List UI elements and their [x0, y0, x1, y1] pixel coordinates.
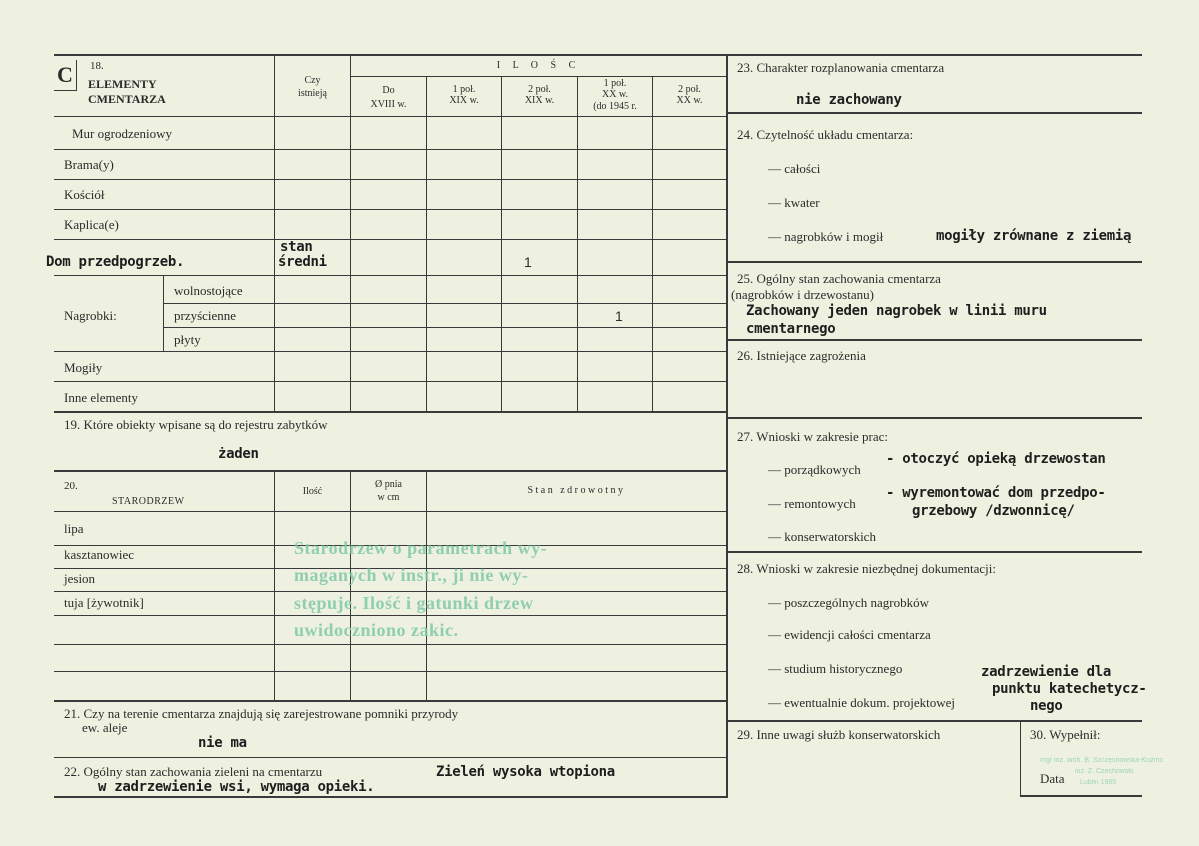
row-label: przyścienne [174, 308, 237, 323]
rule [501, 76, 502, 412]
section-28-item: — studium historycznego [768, 661, 903, 676]
section-25-label: (nagrobków i drzewostanu) [731, 287, 874, 302]
section-27-label: 27. Wnioski w zakresie prac: [737, 429, 889, 444]
section-number: 18. [90, 60, 104, 72]
rule [54, 757, 726, 758]
column-header: Do [382, 85, 395, 96]
section-22-label: 22. Ogólny stan zachowania zieleni na cmentarzu [64, 764, 323, 779]
section-27-answer: - otoczyć opieką drzewostan [886, 451, 1106, 467]
row-label: Nagrobki: [64, 308, 117, 323]
rule [350, 472, 351, 700]
rule [54, 209, 726, 210]
section-22-answer: Zieleń wysoka wtopiona [436, 764, 615, 780]
rule [652, 76, 653, 412]
row-label: płyty [174, 332, 201, 347]
column-header: XX w. [676, 95, 703, 106]
column-header: 2 poł. [678, 84, 701, 95]
ilosc-header: I L O Ś C [496, 60, 581, 71]
dom-value: 1 [524, 254, 532, 270]
rule [577, 76, 578, 412]
rule [163, 327, 726, 328]
tree-label: jesion [64, 571, 96, 586]
row-label: Mur ogrodzeniowy [72, 126, 173, 141]
column-header: XIX w. [449, 95, 479, 106]
starodrzew-stamp: maganych w instr., ji nie wy- [294, 565, 529, 585]
rule [54, 239, 726, 240]
rule [54, 671, 726, 672]
section-badge: C [54, 60, 77, 91]
rule [54, 381, 726, 382]
rule [54, 275, 726, 276]
section-19-answer: żaden [218, 446, 259, 462]
row-label: Inne elementy [64, 390, 138, 405]
section-27-item: — remontowych [768, 496, 856, 511]
rule [54, 511, 726, 512]
dom-stan: stan [280, 239, 313, 255]
rule [163, 276, 164, 351]
rule [54, 149, 726, 150]
row-label: Mogiły [64, 360, 103, 375]
section-27-item: — porządkowych [768, 462, 861, 477]
section-title: STARODRZEW [112, 496, 185, 507]
column-header: istnieją [298, 88, 327, 99]
section-24-item: — kwater [768, 195, 820, 210]
section-21-label: ew. aleje [82, 720, 128, 735]
rule [728, 261, 1142, 263]
section-28-label: 28. Wnioski w zakresie niezbędnej dokumentacji: [737, 561, 996, 576]
section-28-answer: punktu katechetycz- [992, 681, 1147, 697]
section-27-answer: - wyremontować dom przedpo- [886, 485, 1106, 501]
column-header: Ilość [302, 486, 323, 497]
column-header: Stan zdrowotny [527, 485, 626, 496]
starodrzew-stamp: Starodrzew o parametrach wy- [294, 538, 548, 558]
section-27-answer: grzebowy /dzwonnicę/ [912, 503, 1075, 519]
section-28-item: — ewidencji całości cmentarza [768, 627, 931, 642]
tree-label: lipa [64, 521, 84, 536]
rule [1020, 722, 1021, 796]
row-label: Kościół [64, 187, 105, 202]
section-29-label: 29. Inne uwagi służb konserwatorskich [737, 727, 941, 742]
section-21-label: 21. Czy na terenie cmentarza znajdują się zarejestrowane pomniki przyrody [64, 706, 459, 721]
rule [54, 411, 726, 413]
column-header: Ø pnia [375, 479, 402, 490]
section-23-label: 23. Charakter rozplanowania cmentarza [737, 60, 945, 75]
column-header: 1 poł. [452, 84, 476, 95]
column-header: 2 poł. [528, 84, 551, 95]
tree-label: tuja [żywotnik] [64, 595, 144, 610]
section-25-answer: cmentarnego [746, 321, 836, 337]
rule [426, 472, 427, 700]
dom-stan: średni [278, 254, 327, 270]
rule [728, 339, 1142, 341]
section-28-answer: zadrzewienie dla [981, 664, 1112, 680]
section-25-answer: Zachowany jeden nagrobek w linii muru [746, 303, 1047, 319]
rule [54, 644, 726, 645]
data-label: Data [1040, 771, 1065, 786]
column-header: 1 poł. [603, 78, 627, 89]
column-header: w cm [377, 492, 400, 503]
rule [728, 720, 1142, 722]
section-28-item: — ewentualnie dokum. projektowej [768, 695, 956, 710]
rule [274, 472, 275, 700]
section-24-item: — nagrobków i mogił [768, 229, 884, 244]
starodrzew-stamp: uwidoczniono zakic. [294, 620, 459, 640]
section-28-answer: nego [1030, 698, 1063, 714]
rule [726, 54, 728, 798]
section-27-item: — konserwatorskich [768, 529, 876, 544]
rule [54, 591, 726, 592]
section-24-item: — całości [768, 161, 821, 176]
column-header: XVIII w. [370, 99, 407, 110]
section-30-label: 30. Wypełnił: [1030, 727, 1101, 742]
column-header: Czy [304, 75, 321, 86]
row-label: Brama(y) [64, 157, 114, 172]
section-28-item: — poszczególnych nagrobków [768, 595, 930, 610]
column-header: XX w. [601, 89, 628, 100]
rule [54, 116, 726, 117]
rule [350, 76, 726, 77]
rule [54, 615, 726, 616]
column-header: (do 1945 r. [593, 101, 637, 112]
rule [728, 417, 1142, 419]
rule [54, 179, 726, 180]
rule [54, 54, 1142, 56]
section-19-label: 19. Które obiekty wpisane są do rejestru zabytków [64, 417, 328, 432]
signature-stamp: mgr inż. arch. B. Szczęsnowska-Kuźmo [1040, 757, 1164, 764]
rule [54, 351, 726, 352]
section-21-answer: nie ma [198, 735, 247, 751]
row-label: Kaplica(e) [64, 217, 119, 232]
section-26-label: 26. Istniejące zagrożenia [737, 348, 866, 363]
section-24-answer: mogiły zrównane z ziemią [936, 228, 1132, 244]
row-label: Dom przedpogrzeb. [46, 254, 185, 270]
rule [728, 112, 1142, 114]
section-22-answer: w zadrzewienie wsi, wymaga opieki. [98, 779, 375, 795]
rule [54, 796, 726, 798]
section-25-label: 25. Ogólny stan zachowania cmentarza [737, 271, 941, 286]
rule [163, 303, 726, 304]
section-number: 20. [64, 480, 78, 492]
rule [274, 56, 275, 412]
tree-label: kasztanowiec [64, 547, 135, 562]
section-24-label: 24. Czytelność układu cmentarza: [737, 127, 914, 142]
rule [728, 551, 1142, 553]
section-title: CMENTARZA [88, 92, 166, 106]
signature-stamp: Lublin 1985 [1080, 779, 1117, 786]
przysc-value: 1 [615, 308, 623, 324]
rule [54, 700, 726, 702]
row-label: wolnostojące [174, 283, 243, 298]
rule [426, 76, 427, 412]
column-header: XIX w. [524, 95, 555, 106]
signature-stamp: inż. Z. Czechowski [1075, 768, 1134, 775]
rule [1020, 795, 1142, 797]
starodrzew-stamp: stępuje. Ilość i gatunki drzew [294, 593, 534, 613]
rule [54, 470, 726, 472]
section-title: ELEMENTY [88, 77, 157, 91]
section-23-answer: nie zachowany [796, 92, 902, 108]
